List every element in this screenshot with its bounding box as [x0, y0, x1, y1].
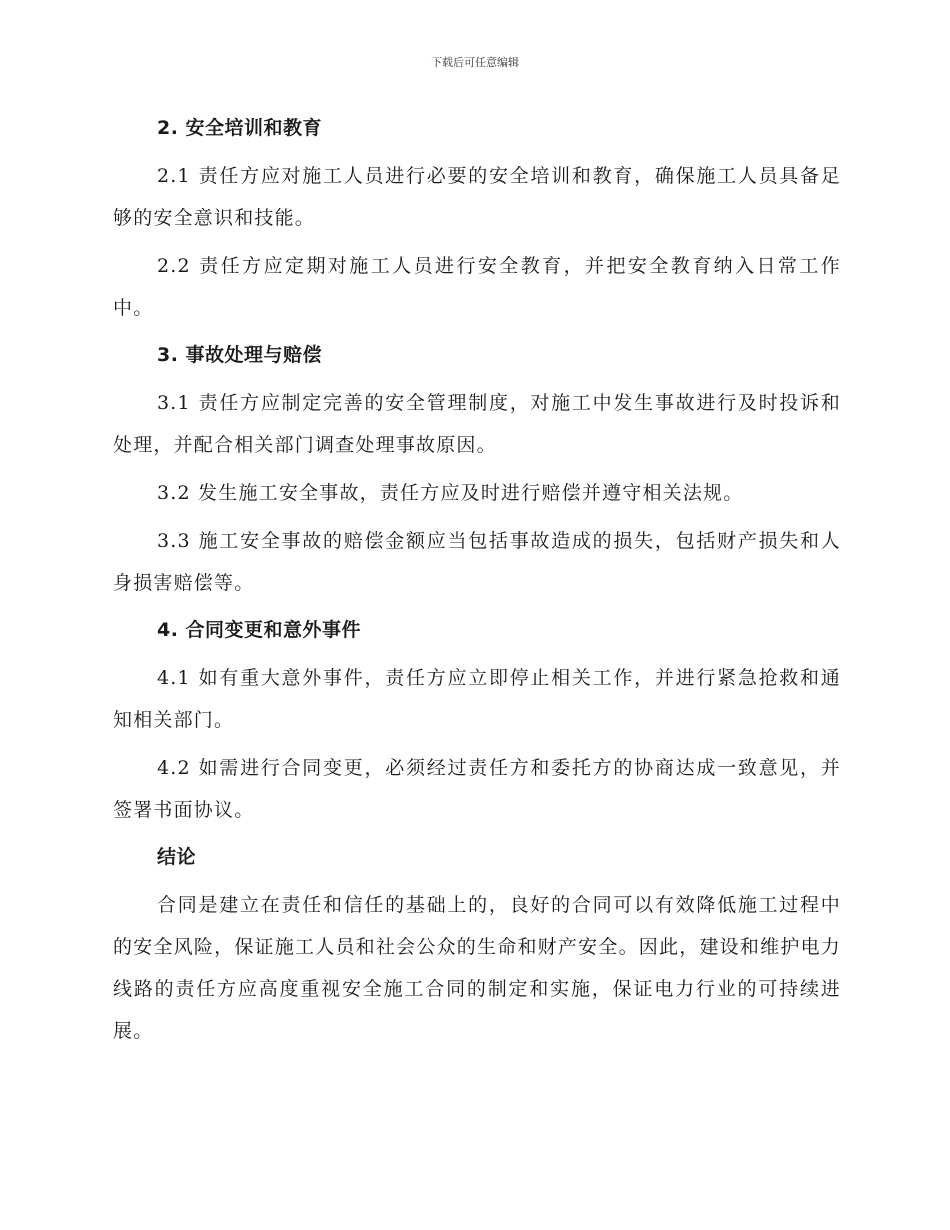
section-heading: 结论 — [157, 846, 197, 868]
document-body — [113, 108, 841, 1058]
paragraph: 4.2 如需进行合同变更，必须经过责任方和委托方的协商达成一致意见，并签署书面协议。 — [113, 757, 841, 821]
page-header: 下载后可任意编辑 — [431, 56, 519, 69]
paragraph: 2.2 责任方应定期对施工人员进行安全教育，并把安全教育纳入日常工作中。 — [113, 255, 841, 319]
section-heading: 2. 安全培训和教育 — [157, 117, 323, 139]
section-contract-changes — [113, 610, 841, 831]
paragraph: 3.1 责任方应制定完善的安全管理制度，对施工中发生事故进行及时投诉和处理，并配合相关部门调查处理事故原因。 — [113, 392, 841, 456]
paragraph: 合同是建立在责任和信任的基础上的，良好的合同可以有效降低施工过程中的安全风险，保证施工人员和社会公众的生命和财产安全。因此，建设和维护电力线路的责任方应高度重视安全施工合同的制定和实施，保证电力行业的可持续进展。 — [113, 894, 841, 1042]
paragraph: 4.1 如有重大意外事件，责任方应立即停止相关工作，并进行紧急抢救和通知相关部门。 — [113, 667, 841, 731]
paragraph: 3.2 发生施工安全事故，责任方应及时进行赔偿并遵守相关法规。 — [157, 482, 744, 504]
section-heading: 3. 事故处理与赔偿 — [157, 344, 323, 366]
paragraph: 2.1 责任方应对施工人员进行必要的安全培训和教育，确保施工人员具备足够的安全意识和技能。 — [113, 165, 841, 229]
section-conclusion — [113, 837, 841, 1052]
paragraph: 3.3 施工安全事故的赔偿金额应当包括事故造成的损失，包括财产损失和人身损害赔偿等。 — [113, 530, 841, 594]
section-heading: 4. 合同变更和意外事件 — [157, 619, 362, 641]
section-accident-handling — [113, 335, 841, 604]
section-safety-training — [113, 108, 841, 329]
